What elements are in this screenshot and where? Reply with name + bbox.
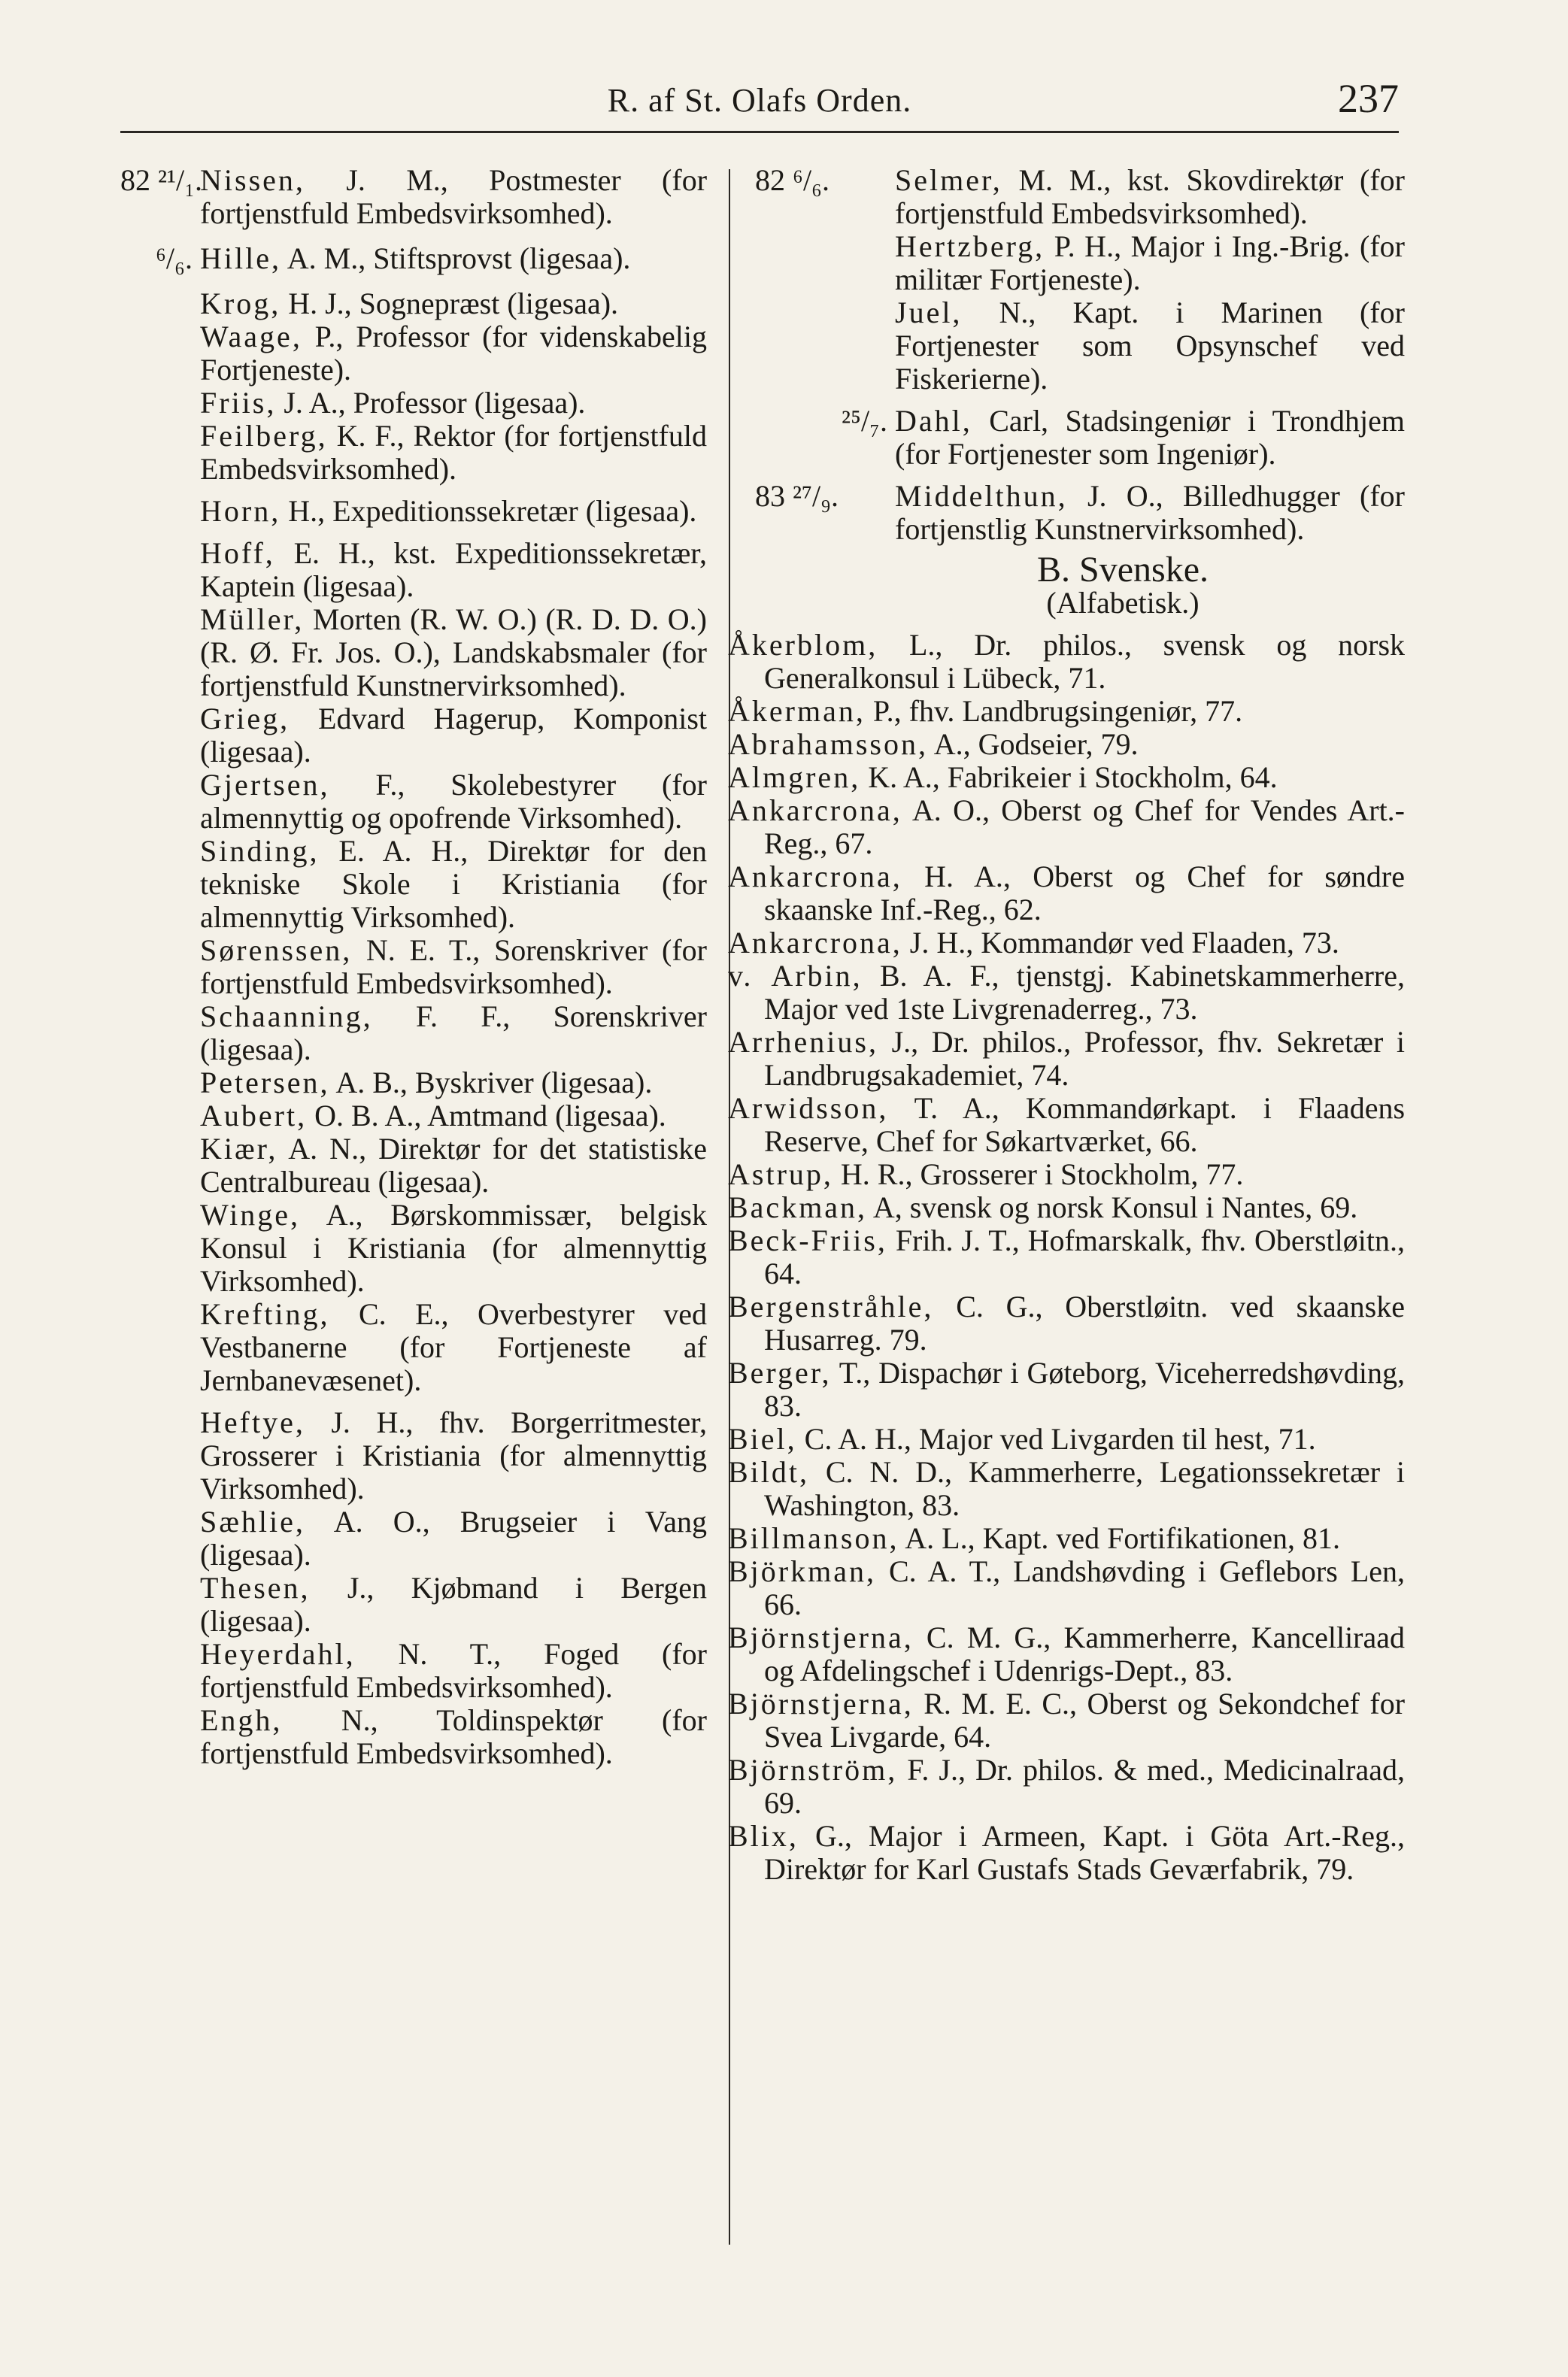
entry-name: Hoff, xyxy=(200,536,275,570)
entry-text: K. F., Rektor (for fortjenstfuld Embedsvirksomhed). xyxy=(200,419,707,486)
section-title: B. Svenske. xyxy=(1037,550,1209,590)
running-title: R. af St. Olafs Orden. xyxy=(607,82,912,119)
list-item xyxy=(120,1406,707,1505)
entry-name: Almgren, xyxy=(728,760,861,794)
entry-text: P., Professor (for videnskabelig Fortjeneste). xyxy=(200,320,707,387)
list-item xyxy=(120,1132,707,1199)
entry-text: Frih. J. T., Hofmarskalk, fhv. Oberstløitn., 64. xyxy=(764,1223,1405,1290)
entry-name: Winge, xyxy=(200,1198,301,1232)
entry-name: Bergenstråhle, xyxy=(728,1290,934,1323)
entry-name: Björnström, xyxy=(728,1753,898,1787)
entry-name: Petersen, xyxy=(200,1066,330,1099)
list-item xyxy=(120,320,707,387)
entry-name: Grieg, xyxy=(200,702,290,735)
entry-text: F., Skolebestyrer (for almennyttig og opofrende Virksomhed). xyxy=(200,768,707,835)
list-item xyxy=(120,769,707,835)
entry-text: H., Expeditionssekretær (ligesaa). xyxy=(288,494,697,528)
list-item xyxy=(728,1555,1405,1621)
entry-name: Nissen, xyxy=(200,163,305,197)
entry-name: Selmer, xyxy=(895,163,1002,197)
list-item xyxy=(728,1820,1405,1886)
list-item xyxy=(728,230,1405,296)
entry-name: Björnstjerna, xyxy=(728,1687,914,1721)
list-item xyxy=(728,1687,1405,1754)
entry-text: C. A. T., Landshøvding i Geflebors Len, 66. xyxy=(764,1554,1406,1621)
list-item xyxy=(120,1199,707,1298)
entry-text: A. M., Stiftsprovst (ligesaa). xyxy=(287,241,631,275)
entry-name: Arwidsson, xyxy=(728,1091,889,1125)
entry-text: J. H., Kommandør ved Flaaden, 73. xyxy=(909,926,1339,960)
page-header xyxy=(120,75,1399,128)
entry-date: 83 ²⁷/₉. xyxy=(755,479,839,513)
list-item xyxy=(120,934,707,1000)
entry-text: J. O., Billedhugger (for fortjenstlig Kunstnervirksomhed). xyxy=(895,479,1405,546)
entry-text: N. T., Foged (for fortjenstfuld Embedsvirksomhed). xyxy=(200,1637,707,1704)
entry-name: v. Arbin, xyxy=(728,959,863,993)
entry-name: Berger, xyxy=(728,1356,832,1390)
entry-name: Waage, xyxy=(200,320,302,353)
list-item xyxy=(728,296,1405,396)
entry-text: A., Børskommissær, belgisk Konsul i Kristiania (for almennyttig Virksomhed). xyxy=(200,1198,707,1298)
entry-text: J. H., fhv. Borgerritmester, Grosserer i Kristiania (for almennyttig Virksomhed). xyxy=(200,1405,708,1505)
list-item xyxy=(728,1224,1405,1290)
entry-text: T. A., Kommandørkapt. i Flaadens Reserve, Chef for Søkartværket, 66. xyxy=(764,1091,1406,1158)
entry-name: Björkman, xyxy=(728,1554,876,1588)
list-item xyxy=(120,287,707,320)
entry-name: Heyerdahl, xyxy=(200,1637,356,1671)
list-item xyxy=(120,1638,707,1704)
list-item xyxy=(120,420,707,486)
entry-name: Beck-Friis, xyxy=(728,1223,887,1257)
entry-text: H. A., Oberst og Chef for søndre skaanske Inf.-Reg., 62. xyxy=(764,860,1405,926)
entry-text: J. A., Professor (ligesaa). xyxy=(284,386,586,420)
entry-text: Carl, Stadsingeniør i Trondhjem (for Fortjenester som Ingeniør). xyxy=(895,404,1405,471)
entry-name: Backman, xyxy=(728,1190,868,1224)
list-item xyxy=(728,1191,1405,1224)
list-item xyxy=(728,794,1405,860)
list-item xyxy=(728,728,1405,761)
list-item xyxy=(728,1026,1405,1092)
entry-name: Juel, xyxy=(895,296,963,329)
entry-text: C. G., Oberstløitn. ved skaanske Husarreg. 79. xyxy=(764,1290,1405,1357)
entry-name: Ankarcrona, xyxy=(728,793,902,827)
entry-name: Dahl, xyxy=(895,404,972,438)
list-item xyxy=(728,1423,1405,1456)
list-item xyxy=(728,960,1405,1026)
entry-text: T., Dispachør i Gøteborg, Viceherredshøvding, 83. xyxy=(764,1356,1405,1423)
entry-name: Sæhlie, xyxy=(200,1505,305,1539)
list-item xyxy=(728,1290,1405,1357)
entry-name: Biel, xyxy=(728,1422,797,1456)
entry-text: A. N., Direktør for det statistiske Centralbureau (ligesaa). xyxy=(200,1132,708,1199)
entry-name: Kiær, xyxy=(200,1132,278,1166)
header-rule xyxy=(120,131,1399,133)
entry-name: Heftye, xyxy=(200,1405,305,1439)
list-item xyxy=(728,1522,1405,1555)
list-item xyxy=(120,387,707,420)
list-item xyxy=(728,1754,1405,1820)
entry-text: B. A. F., tjenstgj. Kabinetskammerherre, Major ved 1ste Livgrenaderreg., 73. xyxy=(764,959,1405,1026)
page-number: 237 xyxy=(1338,76,1399,121)
entry-text: Edvard Hagerup, Komponist (ligesaa). xyxy=(200,702,707,769)
list-item xyxy=(120,603,707,702)
entry-name: Aubert, xyxy=(200,1099,308,1132)
list-item xyxy=(728,629,1405,695)
entry-text: L., Dr. philos., svensk og norsk Generalkonsul i Lübeck, 71. xyxy=(764,628,1406,695)
entry-name: Ankarcrona, xyxy=(728,860,902,893)
entry-name: Blix, xyxy=(728,1819,799,1853)
entry-text: P. H., Major i Ing.-Brig. (for militær Fortjeneste). xyxy=(895,229,1406,296)
list-item xyxy=(728,761,1405,794)
list-item xyxy=(120,1298,707,1397)
entry-text: C. M. G., Kammerherre, Kancelliraad og Afdelingschef i Udenrigs-Dept., 83. xyxy=(764,1621,1406,1687)
entry-date: ²⁵/₇. xyxy=(842,404,887,438)
entry-name: Horn, xyxy=(200,494,281,528)
list-item xyxy=(728,164,1405,230)
list-item xyxy=(120,1572,707,1638)
left-column xyxy=(120,164,707,1770)
entry-name: Feilberg, xyxy=(200,419,328,453)
entry-date: ⁶/₆. xyxy=(155,241,193,275)
entry-name: Middelthun, xyxy=(895,479,1068,513)
list-item xyxy=(120,1099,707,1132)
list-item xyxy=(728,1357,1405,1423)
entry-name: Müller, xyxy=(200,602,305,636)
entry-name: Sinding, xyxy=(200,834,320,868)
entry-name: Krefting, xyxy=(200,1297,330,1331)
list-item xyxy=(728,1456,1405,1522)
entry-text: H. J., Sognepræst (ligesaa). xyxy=(288,287,619,320)
entry-text: J., Kjøbmand i Bergen (ligesaa). xyxy=(200,1571,707,1638)
entry-name: Åkerman, xyxy=(728,694,866,728)
list-item xyxy=(728,926,1405,960)
entry-text: G., Major i Armeen, Kapt. i Göta Art.-Reg., Direktør for Karl Gustafs Stads Geværfabrik, 79. xyxy=(764,1819,1405,1886)
list-item xyxy=(120,164,707,230)
list-item xyxy=(728,1158,1405,1191)
entry-name: Krog, xyxy=(200,287,281,320)
entry-text: C. A. H., Major ved Livgarden til hest, 71. xyxy=(804,1422,1316,1456)
entry-text: Morten (R. W. O.) (R. D. D. O.) (R. Ø. Fr. Jos. O.), Landskabsmaler (for fortjenstfuld Kunstnervirksomhed). xyxy=(200,602,707,702)
entry-text: R. M. E. C., Oberst og Sekondchef for Svea Livgarde, 64. xyxy=(764,1687,1406,1754)
list-item xyxy=(728,480,1405,546)
section-subtitle: (Alfabetisk.) xyxy=(1046,586,1200,620)
entry-text: A, svensk og norsk Konsul i Nantes, 69. xyxy=(872,1190,1358,1224)
list-item xyxy=(120,537,707,603)
list-item xyxy=(120,835,707,934)
entry-text: N., Kapt. i Marinen (for Fortjenester som Opsynschef ved Fiskerierne). xyxy=(895,296,1406,396)
entry-name: Sørenssen, xyxy=(200,933,353,967)
entry-name: Hertzberg, xyxy=(895,229,1045,263)
entry-text: J. M., Postmester (for fortjenstfuld Embedsvirksomhed). xyxy=(200,163,708,230)
list-item xyxy=(728,1092,1405,1158)
entry-text: C. N. D., Kammerherre, Legationssekretær i Washington, 83. xyxy=(764,1455,1405,1522)
entry-name: Schaanning, xyxy=(200,999,373,1033)
entry-text: E. A. H., Direktør for den tekniske Skole i Kristiania (for almennyttig Virksomhed). xyxy=(200,834,707,934)
entry-name: Bildt, xyxy=(728,1455,810,1489)
list-item xyxy=(728,860,1405,926)
right-column xyxy=(728,164,1405,1886)
list-item xyxy=(728,695,1405,728)
entry-name: Björnstjerna, xyxy=(728,1621,914,1654)
list-item xyxy=(120,242,707,275)
list-item xyxy=(120,1704,707,1770)
entry-text: M. M., kst. Skovdirektør (for fortjenstfuld Embedsvirksomhed). xyxy=(895,163,1406,230)
entry-text: N., Toldinspektør (for fortjenstfuld Embedsvirksomhed). xyxy=(200,1703,708,1770)
entry-text: A. O., Brugseier i Vang (ligesaa). xyxy=(200,1505,707,1572)
entry-name: Åkerblom, xyxy=(728,628,878,662)
list-item xyxy=(728,1621,1405,1687)
entry-text: J., Dr. philos., Professor, fhv. Sekretær i Landbrugsakademiet, 74. xyxy=(764,1025,1405,1092)
list-item xyxy=(120,1066,707,1099)
list-item xyxy=(120,702,707,769)
entry-text: O. B. A., Amtmand (ligesaa). xyxy=(314,1099,666,1132)
list-item xyxy=(120,1000,707,1066)
entry-name: Friis, xyxy=(200,386,277,420)
entry-text: K. A., Fabrikeier i Stockholm, 64. xyxy=(868,760,1278,794)
entry-name: Ankarcrona, xyxy=(728,926,902,960)
list-item xyxy=(120,1505,707,1572)
entry-text: E. H., kst. Expeditionssekretær, Kaptein (ligesaa). xyxy=(200,536,707,603)
entry-date: 82 ²¹/₁. xyxy=(120,163,203,197)
entry-name: Billmanson, xyxy=(728,1521,899,1555)
entry-text: H. R., Grosserer i Stockholm, 77. xyxy=(840,1157,1244,1191)
entry-date: 82 ⁶/₆. xyxy=(755,163,830,197)
entry-name: Abrahamsson, xyxy=(728,727,928,761)
entry-name: Astrup, xyxy=(728,1157,833,1191)
entry-text: N. E. T., Sorenskriver (for fortjenstfuld Embedsvirksomhed). xyxy=(200,933,707,1000)
entry-name: Engh, xyxy=(200,1703,283,1737)
entry-text: A. O., Oberst og Chef for Vendes Art.-Reg., 67. xyxy=(764,793,1406,860)
list-item xyxy=(728,405,1405,471)
entry-text: P., fhv. Landbrugsingeniør, 77. xyxy=(872,694,1243,728)
list-item xyxy=(120,495,707,528)
entry-text: C. E., Overbestyrer ved Vestbanerne (for Fortjeneste af Jernbanevæsenet). xyxy=(200,1297,708,1397)
entry-name: Arrhenius, xyxy=(728,1025,878,1059)
entry-name: Gjertsen, xyxy=(200,768,330,802)
entry-name: Thesen, xyxy=(200,1571,311,1605)
entry-text: A., Godseier, 79. xyxy=(933,727,1139,761)
entry-text: A. L., Kapt. ved Fortifikationen, 81. xyxy=(905,1521,1341,1555)
entry-text: F. F., Sorenskriver (ligesaa). xyxy=(200,999,707,1066)
entry-text: A. B., Byskriver (ligesaa). xyxy=(335,1066,653,1099)
entry-name: Hille, xyxy=(200,241,281,275)
entry-text: F. J., Dr. philos. & med., Medicinalraad, 69. xyxy=(764,1753,1405,1820)
